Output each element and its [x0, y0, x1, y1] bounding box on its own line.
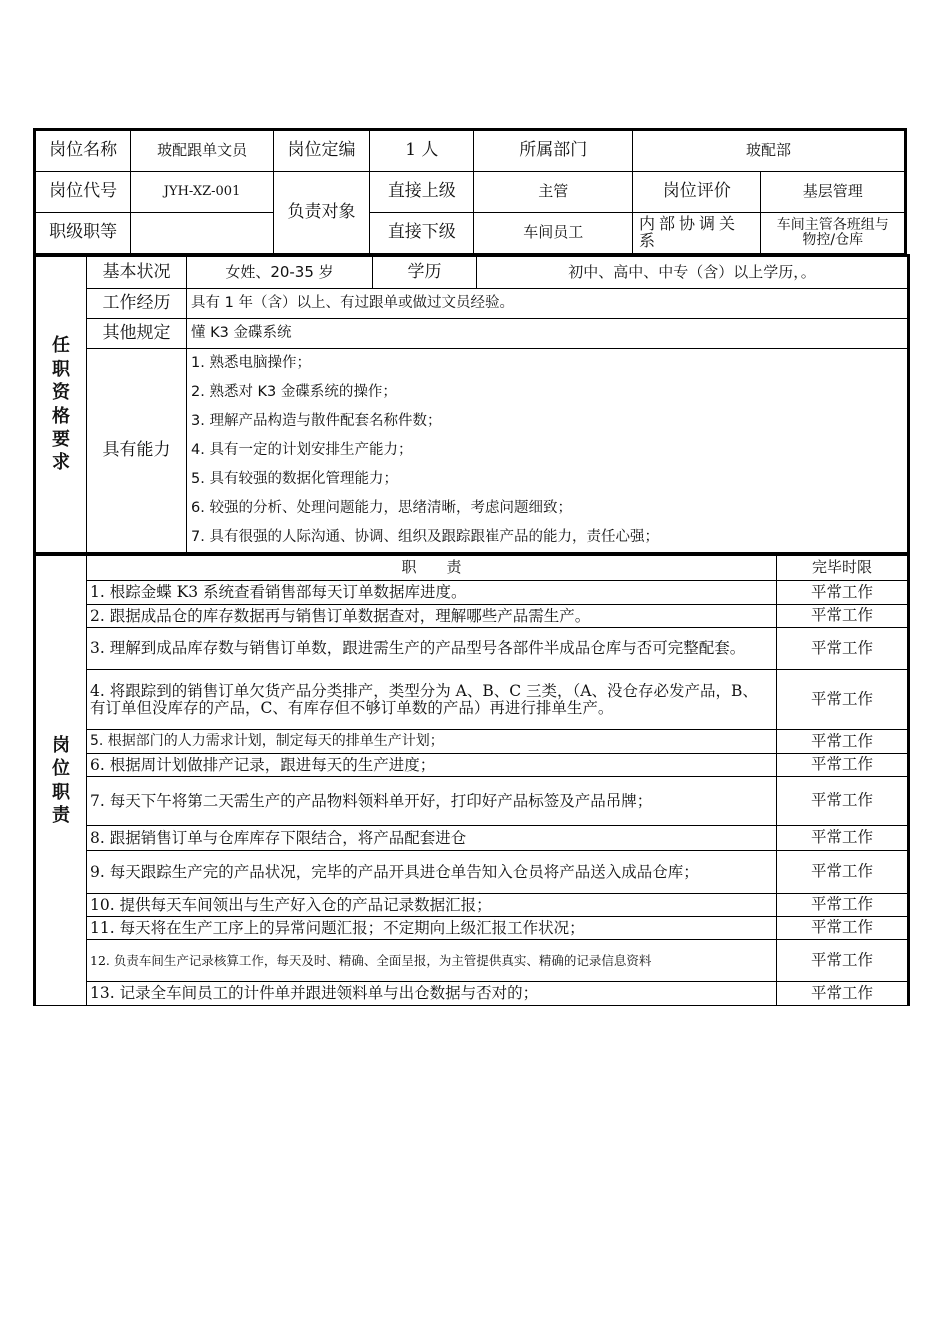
duty-item: 8. 跟据销售订单与仓库库存下限结合，将产品配套进仓: [87, 826, 777, 851]
experience-label: 工作经历: [87, 289, 187, 319]
duty-limit: 平常工作: [777, 605, 909, 628]
basic-value: 女姓、20-35 岁: [187, 256, 373, 289]
evaluation-value: 基层管理: [761, 172, 906, 213]
ability-item: 7. 具有很强的人际沟通、协调、组织及跟踪跟崔产品的能力，责任心强；: [191, 529, 659, 545]
duties-table: [33, 553, 910, 1006]
duty-item: 5. 根据部门的人力需求计划，制定每天的排单生产计划；: [87, 730, 777, 754]
duty-limit: 平常工作: [777, 777, 909, 826]
ability-item: 3. 理解产品构造与散件配套名称件数；: [191, 413, 442, 429]
ability-item: 5. 具有较强的数据化管理能力；: [191, 471, 398, 487]
duty-item: 6. 根据周计划做排产记录，跟进每天的生产进度；: [87, 754, 777, 777]
duty-limit: 平常工作: [777, 754, 909, 777]
ability-label: 具有能力: [87, 349, 187, 553]
duty-limit: 平常工作: [777, 581, 909, 605]
duty-item: 4. 将跟踪到的销售订单欠货产品分类排产，类型分为 A、B、C 三类，（A、没仓存必发产品，B、有订单但没库存的产品，C、有库存但不够订单数的产品）再进行排单生产。: [87, 670, 777, 730]
education-label: 学历: [373, 256, 477, 289]
grade-label: 职级职等: [35, 213, 131, 254]
duty-limit: 平常工作: [777, 851, 909, 894]
subordinate-label: 直接下级: [370, 213, 474, 254]
duty-item: 7. 每天下午将第二天需生产的产品物料领料单开好，打印好产品标签及产品吊牌；: [87, 777, 777, 826]
duty-limit: 平常工作: [777, 982, 909, 1006]
experience-value: 具有 1 年（含）以上、有过跟单或做过文员经验。: [187, 289, 909, 319]
ability-item: 6. 较强的分析、处理问题能力，思绪清晰，考虑问题细致；: [191, 500, 572, 516]
duty-item: 10. 提供每天车间领出与生产好入仓的产品记录数据汇报；: [87, 894, 777, 917]
education-value: 初中、高中、中专（含）以上学历，。: [477, 256, 909, 289]
responsible-label: 负责对象: [273, 172, 369, 254]
ability-item: 1. 熟悉电脑操作；: [191, 355, 311, 371]
ability-list: [187, 349, 909, 553]
dept-value: 玻配部: [633, 130, 906, 172]
limit-column-header: 完毕时限: [777, 555, 909, 581]
superior-label: 直接上级: [370, 172, 474, 213]
duty-item: 12. 负责车间生产记录核算工作，每天及时、精确、全面呈报，为主管提供真实、精确的记录信息资料: [87, 940, 777, 982]
post-code-label: 岗位代号: [35, 172, 131, 213]
post-name-label: 岗位名称: [35, 130, 131, 172]
duty-limit: 平常工作: [777, 730, 909, 754]
headcount-label: 岗位定编: [273, 130, 369, 172]
duty-item: 2. 跟据成品仓的库存数据再与销售订单数据查对，理解哪些产品需生产。: [87, 605, 777, 628]
other-value: 懂 K3 金碟系统: [187, 319, 909, 349]
duty-column-header: 职 责: [87, 555, 777, 581]
ability-item: 4. 具有一定的计划安排生产能力；: [191, 442, 413, 458]
duty-item: 13. 记录全车间员工的计件单并跟进领料单与出仓数据与否对的；: [87, 982, 777, 1006]
duty-item: 3. 理解到成品库存数与销售订单数，跟进需生产的产品型号各部件半成品仓库与否可完整配套。: [87, 628, 777, 670]
dept-label: 所属部门: [474, 130, 633, 172]
headcount-value: 1 人: [370, 130, 474, 172]
internal-value: 车间主管各班组与物控/仓库: [761, 213, 906, 254]
subordinate-value: 车间员工: [474, 213, 633, 254]
duty-limit: 平常工作: [777, 826, 909, 851]
other-label: 其他规定: [87, 319, 187, 349]
duty-item: 11. 每天将在生产工序上的异常问题汇报；不定期向上级汇报工作状况；: [87, 917, 777, 940]
duty-item: 1. 根踪金蝶 K3 系统查看销售部每天订单数据库进度。: [87, 581, 777, 605]
ability-item: 2. 熟悉对 K3 金碟系统的操作；: [191, 384, 397, 400]
grade-value: [131, 213, 273, 254]
qualifications-section-text: 任职资格要求: [52, 335, 70, 474]
superior-value: 主管: [474, 172, 633, 213]
duty-limit: 平常工作: [777, 894, 909, 917]
job-description-document: [33, 128, 907, 1006]
duties-section-label: [35, 555, 87, 1006]
header-table: [33, 128, 907, 254]
duties-section-text: 岗位职责: [52, 734, 70, 826]
duty-limit: 平常工作: [777, 670, 909, 730]
qualifications-section-label: [35, 256, 87, 553]
qualifications-table: [33, 254, 910, 553]
post-code-value: JYH-XZ-001: [131, 172, 273, 213]
internal-label: 内部协调关系: [633, 213, 761, 254]
duty-limit: 平常工作: [777, 628, 909, 670]
duty-item: 9. 每天跟踪生产完的产品状况，完毕的产品开具进仓单告知入仓员将产品送入成品仓库；: [87, 851, 777, 894]
evaluation-label: 岗位评价: [633, 172, 761, 213]
duty-limit: 平常工作: [777, 940, 909, 982]
post-name-value: 玻配跟单文员: [131, 130, 273, 172]
basic-label: 基本状况: [87, 256, 187, 289]
duty-limit: 平常工作: [777, 917, 909, 940]
